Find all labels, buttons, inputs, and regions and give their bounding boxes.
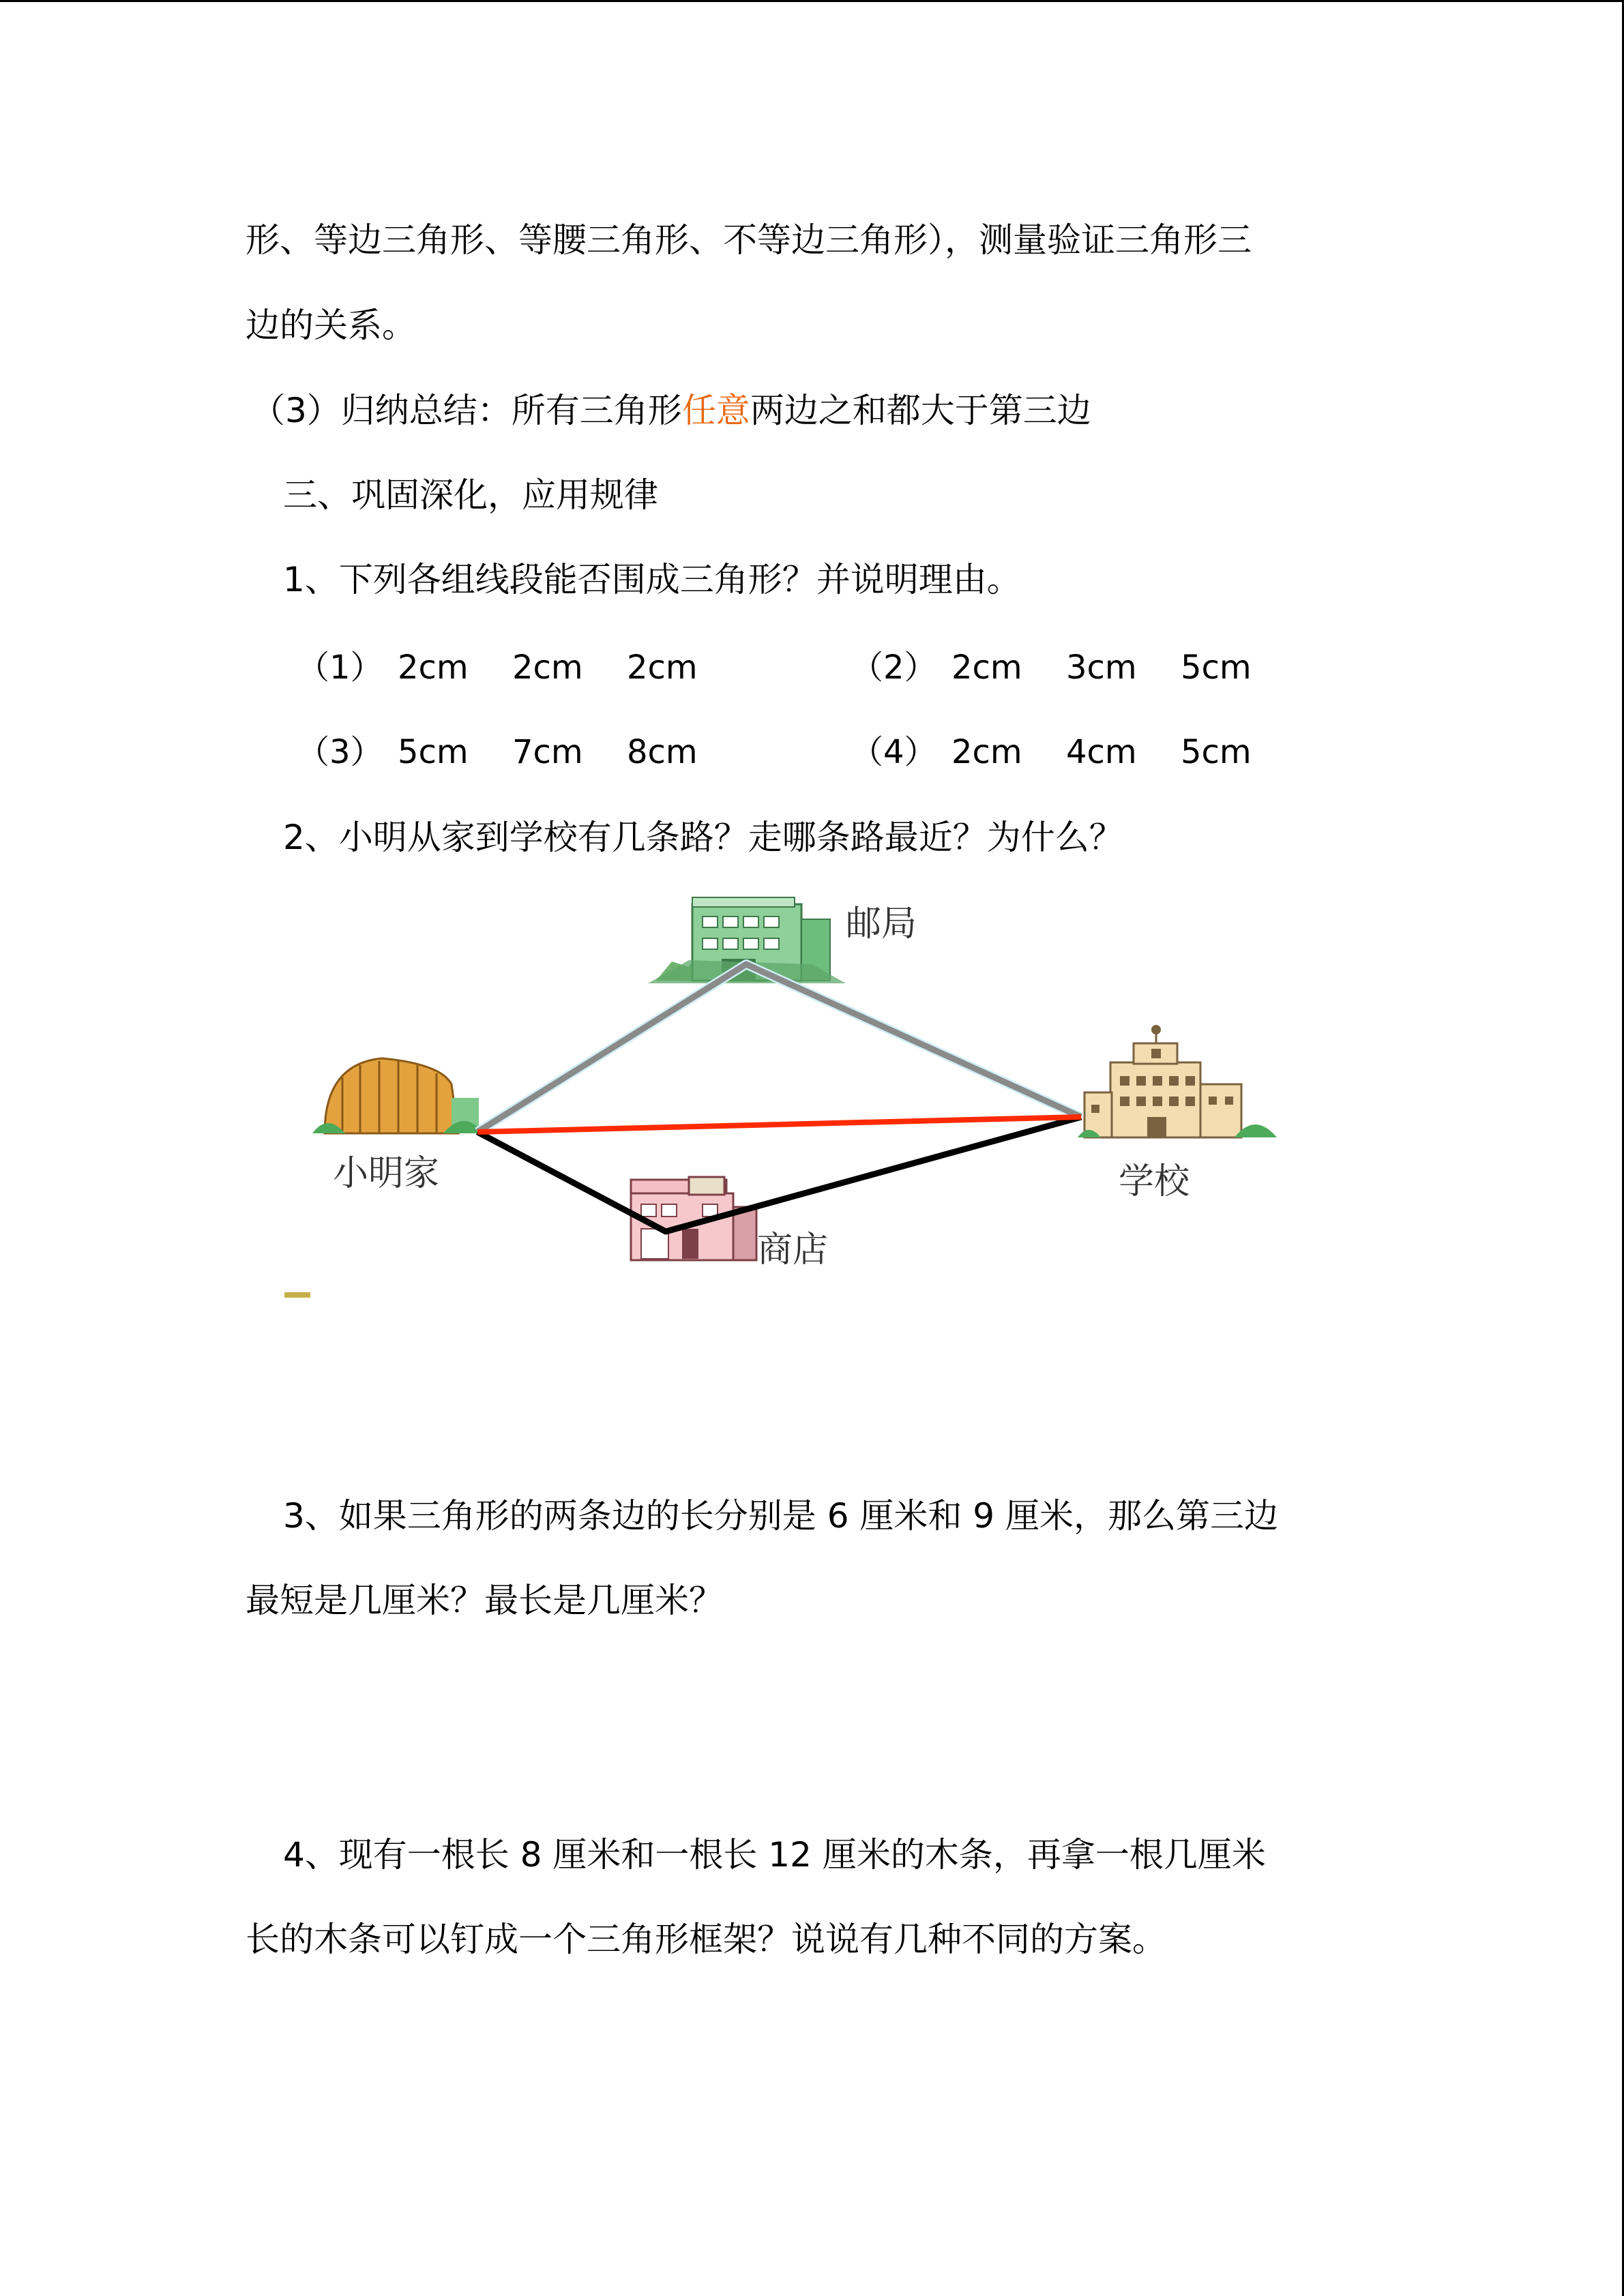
page-border-top xyxy=(0,0,1624,2)
q4-line-1: 4、现有一根长 8 厘米和一根长 12 厘米的木条，再拿一根几厘米 xyxy=(283,1835,1266,1875)
q1-group-2-label: （2） xyxy=(851,648,937,687)
q1-group-1-a: 2cm xyxy=(398,648,469,687)
q3-line-2: 最短是几厘米？最长是几厘米？ xyxy=(246,1581,723,1620)
school-building-icon xyxy=(1078,1025,1277,1137)
q1-group-2-b: 3cm xyxy=(1066,648,1137,687)
q1-group-1-c: 2cm xyxy=(627,648,698,687)
q1-group-2-a: 2cm xyxy=(951,648,1022,687)
school-label: 学校 xyxy=(1119,1161,1190,1202)
home-label: 小明家 xyxy=(333,1153,440,1194)
post-office-label: 邮局 xyxy=(846,904,917,944)
summary-highlight: 任意 xyxy=(681,391,750,430)
post-office-building-icon xyxy=(648,897,846,983)
q2-question: 2、小明从家到学校有几条路？走哪条路最近？为什么？ xyxy=(283,818,1123,857)
home-building-icon xyxy=(312,1058,484,1133)
summary-suffix: 两边之和都大于第三边 xyxy=(750,391,1091,430)
q1-group-3-label: （3） xyxy=(297,733,383,771)
summary-prefix: （3）归纳总结：所有三角形 xyxy=(251,391,682,430)
q1-group-4-b: 4cm xyxy=(1066,733,1137,771)
q1-group-2-c: 5cm xyxy=(1181,648,1252,687)
q4-line-2: 长的木条可以钉成一个三角形框架？说说有几种不同的方案。 xyxy=(246,1920,1166,1959)
q1-group-3-b: 7cm xyxy=(512,733,583,771)
q1-group-4-c: 5cm xyxy=(1181,733,1252,771)
q1-question: 1、下列各组线段能否围成三角形？并说明理由。 xyxy=(283,560,1021,599)
section-title: 三、巩固深化，应用规律 xyxy=(283,475,658,515)
q1-group-4-label: （4） xyxy=(851,733,937,771)
q3-line-1: 3、如果三角形的两条边的长分别是 6 厘米和 9 厘米，那么第三边 xyxy=(283,1496,1279,1536)
shop-building-icon xyxy=(631,1177,756,1260)
q1-group-4-a: 2cm xyxy=(951,733,1022,771)
summary-line xyxy=(251,389,1091,432)
diagram-edge-mark xyxy=(284,1292,310,1298)
q1-group-1-label: （1） xyxy=(297,648,383,687)
route-via-shop xyxy=(477,1117,1081,1232)
paragraph-line-2: 边的关系。 xyxy=(246,305,416,345)
route-direct xyxy=(477,1117,1081,1132)
q1-group-3-c: 8cm xyxy=(627,733,698,771)
route-via-post-office xyxy=(477,964,1081,1132)
shop-label: 商店 xyxy=(757,1229,829,1270)
q1-group-3-a: 5cm xyxy=(398,733,469,771)
route-diagram xyxy=(280,880,1282,1302)
paragraph-line-1: 形、等边三角形、等腰三角形、不等边三角形），测量验证三角形三 xyxy=(246,220,1252,260)
q1-group-1-b: 2cm xyxy=(512,648,583,687)
